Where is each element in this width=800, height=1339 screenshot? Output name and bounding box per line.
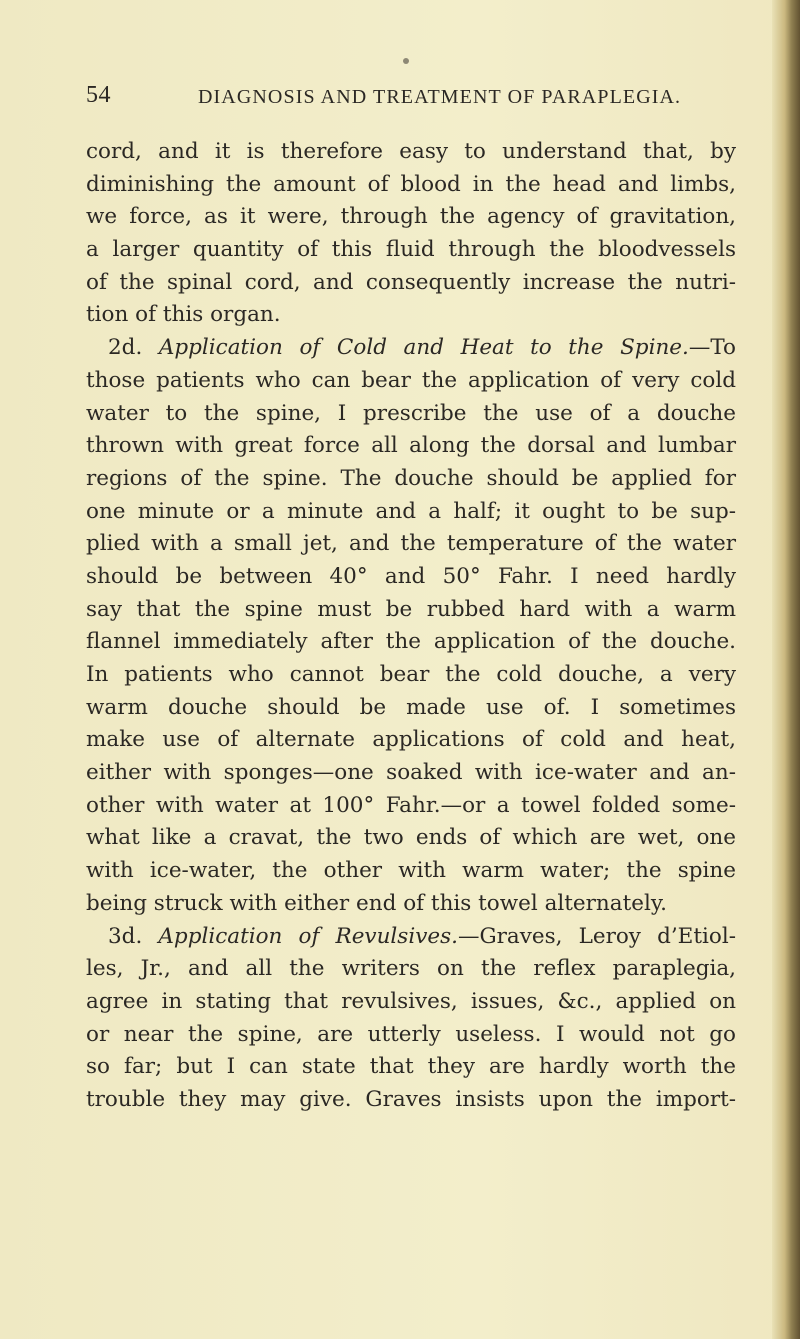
page-number: 54 <box>86 82 111 108</box>
text-line: warm douche should be made use of. I sometimes <box>86 694 736 720</box>
text-line: diminishing the amount of blood in the head and limbs, <box>86 171 736 197</box>
text-line: agree in stating that revulsives, issues, &c., applied on <box>86 988 736 1014</box>
text-line: plied with a small jet, and the temperature of the water <box>86 531 736 557</box>
section-number: 2d. <box>108 335 159 361</box>
text-line: say that the spine must be rubbed hard with a warm <box>86 596 736 622</box>
section-number: 3d. <box>108 923 159 949</box>
text-line: or near the spine, are utterly useless. I would not go <box>86 1021 736 1047</box>
text-line: should be between 40° and 50° Fahr. I need hardly <box>86 563 736 589</box>
text-line: make use of alternate applications of cold and heat, <box>86 727 736 753</box>
text-line: a larger quantity of this fluid through the bloodvessels <box>86 237 736 263</box>
section-lead: —To <box>688 335 736 361</box>
text-line: trouble they may give. Graves insists upon the import- <box>86 1086 736 1112</box>
section-lead: —Graves, Leroy d’Etiol- <box>457 923 736 949</box>
text-line: cord, and it is therefore easy to understand that, by <box>86 139 736 164</box>
text-line: being struck with either end of this towel alternately. <box>86 890 667 916</box>
text-line: In patients who cannot bear the cold douche, a very <box>86 662 736 687</box>
text-line: one minute or a minute and a half; it ought to be sup- <box>86 498 736 524</box>
section-heading-line <box>86 921 736 954</box>
section-title: Application of Cold and Heat to the Spine. <box>158 335 689 361</box>
text-line: tion of this organ. <box>86 302 281 328</box>
text-line: we force, as it were, through the agency of gravitation, <box>86 204 736 230</box>
text-line: water to the spine, I prescribe the use of a douche <box>86 400 736 426</box>
running-head: DIAGNOSIS AND TREATMENT OF PARAPLEGIA. <box>198 86 682 108</box>
section-heading-line <box>86 332 736 365</box>
body-text <box>86 136 736 1117</box>
section-title: Application of Revulsives. <box>158 923 458 949</box>
text-line: thrown with great force all along the dorsal and lumbar <box>86 433 736 459</box>
ink-spot <box>403 58 409 64</box>
text-line: other with water at 100° Fahr.—or a towel folded some- <box>86 792 736 818</box>
page-edge <box>772 0 800 1339</box>
text-line: those patients who can bear the application of very cold <box>86 367 736 393</box>
text-line: either with sponges—one soaked with ice-water and an- <box>86 760 736 786</box>
text-line: what like a cravat, the two ends of which are wet, one <box>86 825 736 851</box>
text-line: of the spinal cord, and consequently increase the nutri- <box>86 269 736 295</box>
page-header <box>86 82 726 116</box>
text-line: with ice-water, the other with warm water; the spine <box>86 858 736 884</box>
text-line: so far; but I can state that they are hardly worth the <box>86 1054 736 1080</box>
text-line: les, Jr., and all the writers on the reflex paraplegia, <box>86 956 736 982</box>
text-line: flannel immediately after the application of the douche. <box>86 629 736 655</box>
text-line: regions of the spine. The douche should be applied for <box>86 465 736 491</box>
